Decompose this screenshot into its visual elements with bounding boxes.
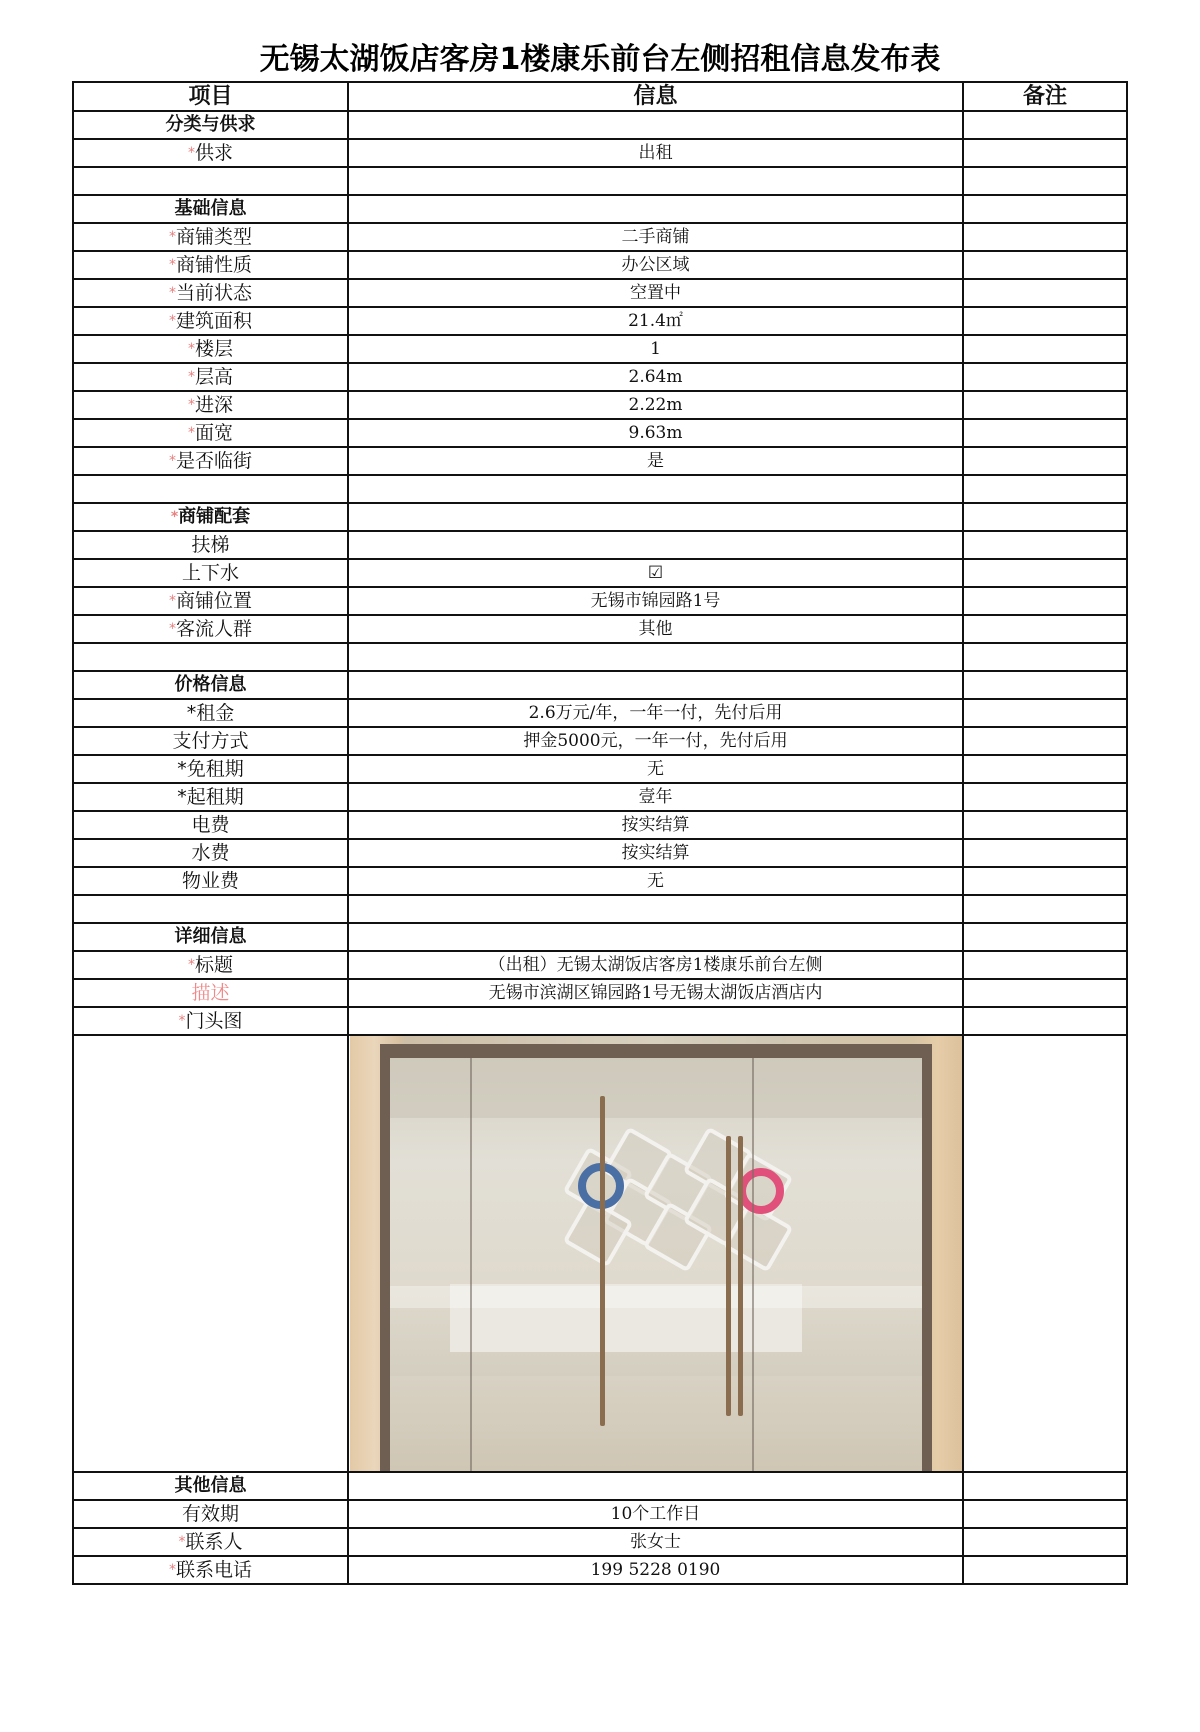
row-value: 其他 xyxy=(348,615,963,643)
row-label-text: 客流人群 xyxy=(175,618,252,640)
row-label xyxy=(73,615,348,643)
row-remarks xyxy=(963,1528,1127,1556)
required-asterisk: * xyxy=(187,397,195,413)
table-body-other xyxy=(73,1472,1127,1584)
required-asterisk: * xyxy=(187,425,195,441)
row-remarks xyxy=(963,335,1127,363)
glass-panel-edge xyxy=(470,1058,472,1471)
required-asterisk: * xyxy=(170,509,179,525)
photo-remarks-cell xyxy=(963,1035,1127,1472)
row-label-text: 门头图 xyxy=(185,1010,243,1032)
row-label-text: 商铺位置 xyxy=(175,590,252,612)
document-title: 无锡太湖饭店客房1楼康乐前台左侧招租信息发布表 xyxy=(259,42,941,77)
row-value: 按实结算 xyxy=(348,811,963,839)
row-label-text: 物业费 xyxy=(181,870,239,892)
row-label xyxy=(73,559,348,587)
door-frame-top xyxy=(380,1044,932,1058)
row-label xyxy=(73,587,348,615)
row-label xyxy=(73,279,348,307)
row-label-text: 水费 xyxy=(191,842,230,864)
table-row xyxy=(73,1556,1127,1584)
row-remarks xyxy=(963,307,1127,335)
row-label xyxy=(73,811,348,839)
row-label-text: 供求 xyxy=(194,142,233,164)
row-label-text: 联系电话 xyxy=(175,1559,252,1581)
storefront-photo xyxy=(350,1036,962,1471)
row-value: 无 xyxy=(348,867,963,895)
row-label-text: 商铺性质 xyxy=(175,254,252,276)
row-label-text: 扶梯 xyxy=(191,534,230,556)
row-label-text: *免租期 xyxy=(177,758,244,780)
row-label xyxy=(73,783,348,811)
photo-label-cell xyxy=(73,1035,348,1472)
row-remarks xyxy=(963,447,1127,475)
table-row xyxy=(73,979,1127,1007)
table-row xyxy=(73,559,1127,587)
row-label-text: 支付方式 xyxy=(172,730,249,752)
table-row xyxy=(73,307,1127,335)
table-row xyxy=(73,279,1127,307)
door-handle-right xyxy=(726,1136,731,1416)
row-label-text: 其他信息 xyxy=(174,1475,247,1496)
row-remarks xyxy=(963,951,1127,979)
required-asterisk: * xyxy=(187,341,195,357)
required-asterisk: * xyxy=(168,593,176,609)
row-remarks xyxy=(963,419,1127,447)
row-remarks xyxy=(963,195,1127,223)
glass-panel-edge xyxy=(752,1058,754,1471)
row-label xyxy=(73,391,348,419)
table-row xyxy=(73,1500,1127,1528)
row-value: 2.22m xyxy=(348,391,963,419)
row-label-text: 层高 xyxy=(194,366,233,388)
row-remarks xyxy=(963,475,1127,503)
row-value: 无锡市锦园路1号 xyxy=(348,587,963,615)
pink-swim-ring xyxy=(738,1168,784,1214)
row-remarks xyxy=(963,223,1127,251)
table-row xyxy=(73,867,1127,895)
row-value: 办公区域 xyxy=(348,251,963,279)
row-value: 无锡市滨湖区锦园路1号无锡太湖饭店酒店内 xyxy=(348,979,963,1007)
required-asterisk: * xyxy=(168,285,176,301)
row-label xyxy=(73,1528,348,1556)
row-value: 199 5228 0190 xyxy=(348,1556,963,1584)
row-remarks xyxy=(963,111,1127,139)
row-label-text: 联系人 xyxy=(185,1531,243,1553)
row-value: 2.64m xyxy=(348,363,963,391)
table-row xyxy=(73,727,1127,755)
table-row xyxy=(73,1007,1127,1035)
row-label xyxy=(73,195,348,223)
row-label-text: 详细信息 xyxy=(174,926,247,947)
row-label xyxy=(73,979,348,1007)
row-label xyxy=(73,223,348,251)
table-row xyxy=(73,895,1127,923)
table-row xyxy=(73,643,1127,671)
table-row xyxy=(73,419,1127,447)
column-header-info: 信息 xyxy=(348,82,963,111)
column-header-remarks: 备注 xyxy=(963,82,1127,111)
row-remarks xyxy=(963,867,1127,895)
row-remarks xyxy=(963,671,1127,699)
required-asterisk: * xyxy=(168,453,176,469)
row-value: 出租 xyxy=(348,139,963,167)
table-row xyxy=(73,1472,1127,1500)
row-remarks xyxy=(963,811,1127,839)
table-row xyxy=(73,195,1127,223)
table-row xyxy=(73,839,1127,867)
table-row xyxy=(73,923,1127,951)
row-remarks xyxy=(963,615,1127,643)
table-row xyxy=(73,671,1127,699)
row-value: 张女士 xyxy=(348,1528,963,1556)
row-remarks xyxy=(963,699,1127,727)
row-label xyxy=(73,755,348,783)
row-value xyxy=(348,167,963,195)
row-value xyxy=(348,1472,963,1500)
required-asterisk: * xyxy=(187,957,195,973)
checkbox-checked-icon: ☑ xyxy=(348,559,963,587)
row-remarks xyxy=(963,531,1127,559)
column-header-item: 项目 xyxy=(73,82,348,111)
table-row xyxy=(73,139,1127,167)
row-label xyxy=(73,1007,348,1035)
photo-section xyxy=(73,1035,1127,1472)
row-label-text: 面宽 xyxy=(194,422,233,444)
row-remarks xyxy=(963,979,1127,1007)
row-label-text: 基础信息 xyxy=(174,198,247,219)
row-remarks xyxy=(963,1007,1127,1035)
rental-info-table xyxy=(72,81,1128,1585)
row-value xyxy=(348,895,963,923)
table-row xyxy=(73,251,1127,279)
table-row xyxy=(73,615,1127,643)
required-asterisk: * xyxy=(168,1562,176,1578)
row-label-text: 电费 xyxy=(191,814,230,836)
row-label-text: 标题 xyxy=(194,954,233,976)
row-remarks xyxy=(963,1472,1127,1500)
table-row xyxy=(73,811,1127,839)
row-remarks xyxy=(963,559,1127,587)
row-label-text: 商铺配套 xyxy=(178,506,251,527)
row-remarks xyxy=(963,923,1127,951)
row-label xyxy=(73,923,348,951)
row-value xyxy=(348,1007,963,1035)
row-value: 9.63m xyxy=(348,419,963,447)
row-remarks xyxy=(963,895,1127,923)
row-label xyxy=(73,1556,348,1584)
row-remarks xyxy=(963,1556,1127,1584)
table-row xyxy=(73,587,1127,615)
row-value xyxy=(348,111,963,139)
row-remarks xyxy=(963,755,1127,783)
row-value: 21.4㎡ xyxy=(348,307,963,335)
row-label-text: 商铺类型 xyxy=(175,226,252,248)
row-label-text: 分类与供求 xyxy=(165,114,256,135)
row-value: 1 xyxy=(348,335,963,363)
row-value xyxy=(348,503,963,531)
row-remarks xyxy=(963,279,1127,307)
table-row xyxy=(73,391,1127,419)
table-row xyxy=(73,363,1127,391)
row-label-text: 楼层 xyxy=(194,338,233,360)
row-value: 壹年 xyxy=(348,783,963,811)
table-row xyxy=(73,503,1127,531)
required-asterisk: * xyxy=(178,1534,186,1550)
row-value: 10个工作日 xyxy=(348,1500,963,1528)
row-remarks xyxy=(963,363,1127,391)
row-value: 空置中 xyxy=(348,279,963,307)
row-remarks xyxy=(963,643,1127,671)
row-label-text: 上下水 xyxy=(181,562,239,584)
row-value xyxy=(348,475,963,503)
table-row xyxy=(73,1528,1127,1556)
row-value: 无 xyxy=(348,755,963,783)
table-body xyxy=(73,111,1127,1035)
row-remarks xyxy=(963,587,1127,615)
row-label xyxy=(73,839,348,867)
door-handle-right-bar xyxy=(738,1136,743,1416)
row-value: 是 xyxy=(348,447,963,475)
required-asterisk: * xyxy=(168,229,176,245)
row-label xyxy=(73,475,348,503)
table-row xyxy=(73,223,1127,251)
required-asterisk: * xyxy=(168,313,176,329)
table-row xyxy=(73,335,1127,363)
table-row xyxy=(73,531,1127,559)
row-label xyxy=(73,307,348,335)
row-remarks xyxy=(963,1500,1127,1528)
row-value xyxy=(348,531,963,559)
row-label xyxy=(73,251,348,279)
row-label xyxy=(73,867,348,895)
row-remarks xyxy=(963,139,1127,167)
row-label xyxy=(73,531,348,559)
row-label xyxy=(73,111,348,139)
row-remarks xyxy=(963,167,1127,195)
row-remarks xyxy=(963,839,1127,867)
table-row xyxy=(73,447,1127,475)
row-label-text: 当前状态 xyxy=(175,282,252,304)
row-label xyxy=(73,139,348,167)
row-label xyxy=(73,335,348,363)
row-value xyxy=(348,643,963,671)
row-value xyxy=(348,923,963,951)
row-value: 2.6万元/年，一年一付，先付后用 xyxy=(348,699,963,727)
row-label xyxy=(73,671,348,699)
table-row-photo xyxy=(73,1035,1127,1472)
row-value xyxy=(348,671,963,699)
row-label-text: 建筑面积 xyxy=(175,310,252,332)
row-remarks xyxy=(963,251,1127,279)
table-row xyxy=(73,699,1127,727)
required-asterisk: * xyxy=(168,257,176,273)
row-label xyxy=(73,447,348,475)
required-asterisk: * xyxy=(178,1013,186,1029)
row-label-text: *租金 xyxy=(186,702,235,724)
row-label xyxy=(73,951,348,979)
row-label xyxy=(73,1472,348,1500)
photo-cell xyxy=(348,1035,963,1472)
door-frame-left xyxy=(380,1044,390,1471)
row-value: 按实结算 xyxy=(348,839,963,867)
row-label xyxy=(73,895,348,923)
row-label-text: 进深 xyxy=(194,394,233,416)
table-row xyxy=(73,951,1127,979)
row-label-text: 价格信息 xyxy=(174,674,247,695)
row-remarks xyxy=(963,727,1127,755)
row-label xyxy=(73,503,348,531)
table-row xyxy=(73,475,1127,503)
row-label xyxy=(73,699,348,727)
required-asterisk: * xyxy=(187,145,195,161)
row-label xyxy=(73,727,348,755)
row-label xyxy=(73,1500,348,1528)
row-remarks xyxy=(963,783,1127,811)
door-frame-right xyxy=(922,1044,932,1471)
row-label-text: 是否临街 xyxy=(175,450,252,472)
row-value: 二手商铺 xyxy=(348,223,963,251)
row-label-text: 有效期 xyxy=(181,1503,239,1525)
table-row xyxy=(73,111,1127,139)
row-label xyxy=(73,363,348,391)
row-value xyxy=(348,195,963,223)
table-row xyxy=(73,167,1127,195)
row-label-text: *起租期 xyxy=(177,786,244,808)
row-label xyxy=(73,643,348,671)
table-row xyxy=(73,755,1127,783)
row-label xyxy=(73,419,348,447)
required-asterisk: * xyxy=(168,621,176,637)
required-asterisk: * xyxy=(187,369,195,385)
row-label-text: 描述 xyxy=(191,982,230,1004)
table-header-row xyxy=(73,82,1127,111)
row-remarks xyxy=(963,503,1127,531)
door-handle-left xyxy=(600,1096,605,1426)
row-value: 押金5000元，一年一付，先付后用 xyxy=(348,727,963,755)
row-remarks xyxy=(963,391,1127,419)
row-label xyxy=(73,167,348,195)
table-row xyxy=(73,783,1127,811)
row-value: （出租）无锡太湖饭店客房1楼康乐前台左侧 xyxy=(348,951,963,979)
